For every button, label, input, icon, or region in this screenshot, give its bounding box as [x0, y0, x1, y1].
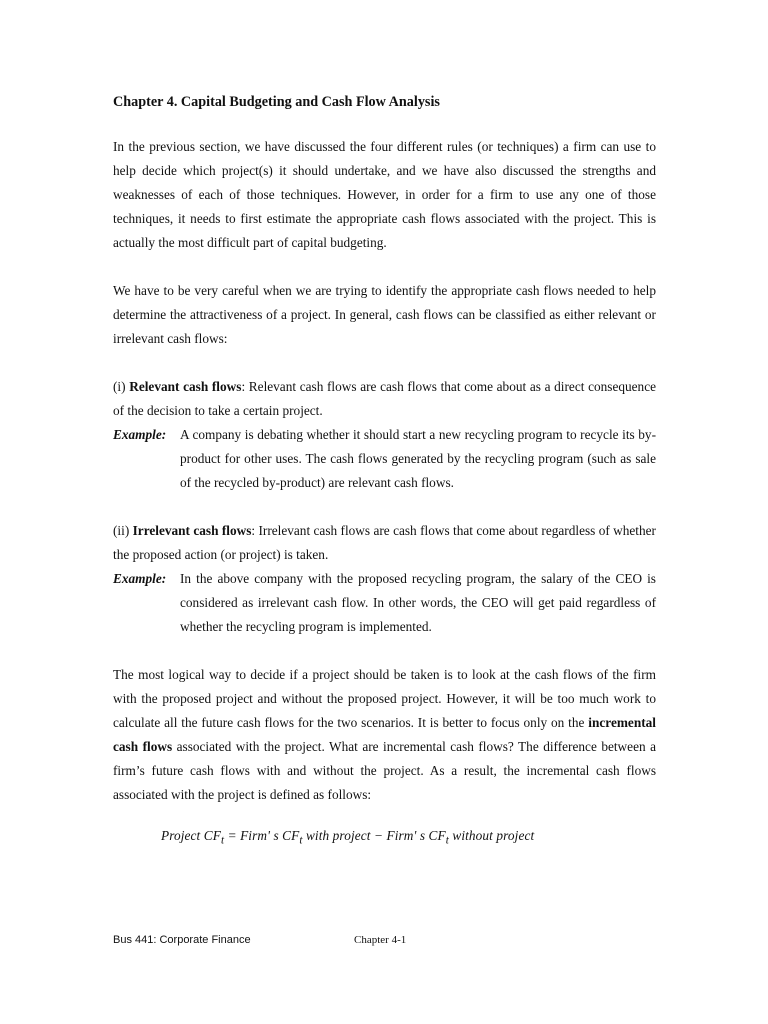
- irrelevant-prefix: (ii): [113, 523, 133, 538]
- irrelevant-example: [113, 567, 656, 639]
- formula-eq: = Firm' s CF: [224, 828, 300, 843]
- formula-mid: with project − Firm' s CF: [302, 828, 446, 843]
- example-label: Example:: [113, 571, 167, 586]
- document-body: [113, 93, 656, 831]
- incremental-after: associated with the project. What are incremental cash flows? The difference between a firm’s future cash flows with and without the project. As a result, the incremental cash flows associated with the project is defined as follows:: [113, 739, 656, 802]
- formula-lhs: Project CF: [161, 828, 221, 843]
- irrelevant-definition: [113, 519, 656, 567]
- incremental-cf-formula: [161, 828, 641, 847]
- formula-end: without project: [448, 828, 535, 843]
- formula-subscript: t: [445, 834, 449, 847]
- relevant-text: : Relevant cash flows are cash flows that come about as a direct consequence of the decision to take a certain project.: [113, 379, 657, 418]
- relevant-term: Relevant cash flows: [129, 379, 242, 394]
- incremental-before: The most logical way to decide if a project should be taken is to look at the cash flows of the firm with the proposed project and without the proposed project. However, it will be too much work to calculate all the future cash flows for the two scenarios. It is better to focus only on the: [113, 667, 656, 730]
- relevant-example: [113, 423, 656, 495]
- incremental-paragraph: [113, 663, 656, 807]
- incremental-term: incremental cash flows: [113, 715, 656, 754]
- relevant-prefix: (i): [113, 379, 130, 394]
- footer-page-number: Chapter 4-1: [354, 934, 407, 946]
- irrelevant-text: : Irrelevant cash flows are cash flows that come about regardless of whether the proposed action (or project) is taken.: [113, 523, 656, 562]
- chapter-title: Chapter 4. Capital Budgeting and Cash Flow Analysis: [113, 94, 440, 110]
- example-label: Example:: [113, 427, 167, 442]
- relevant-definition: [113, 375, 656, 423]
- formula-subscript: t: [220, 834, 225, 847]
- footer-course: Bus 441: Corporate Finance: [113, 934, 251, 946]
- formula-subscript: t: [299, 834, 303, 847]
- intro-paragraph: In the previous section, we have discussed the four different rules (or techniques) a firm can use to help decide which project(s) it should undertake, and we have also discussed the strengths and weaknesses of each of those techniques. However, in order for a firm to use any one of those techniques, it needs to first estimate the appropriate cash flows associated with the project. This is actually the most difficult part of capital budgeting.: [113, 139, 656, 250]
- example-text: A company is debating whether it should start a new recycling program to recycle its by-product for other uses. The cash flows generated by the recycling program (such as sale of the recycled by-product) are relevant cash flows.: [180, 427, 656, 490]
- irrelevant-term: Irrelevant cash flows: [132, 523, 252, 538]
- example-text: In the above company with the proposed recycling program, the salary of the CEO is considered as irrelevant cash flow. In other words, the CEO will get paid regardless of whether the recycling program is implemented.: [180, 571, 656, 634]
- classification-paragraph: We have to be very careful when we are trying to identify the appropriate cash flows needed to help determine the attractiveness of a project. In general, cash flows can be classified as either relevant or irrelevant cash flows:: [113, 283, 656, 346]
